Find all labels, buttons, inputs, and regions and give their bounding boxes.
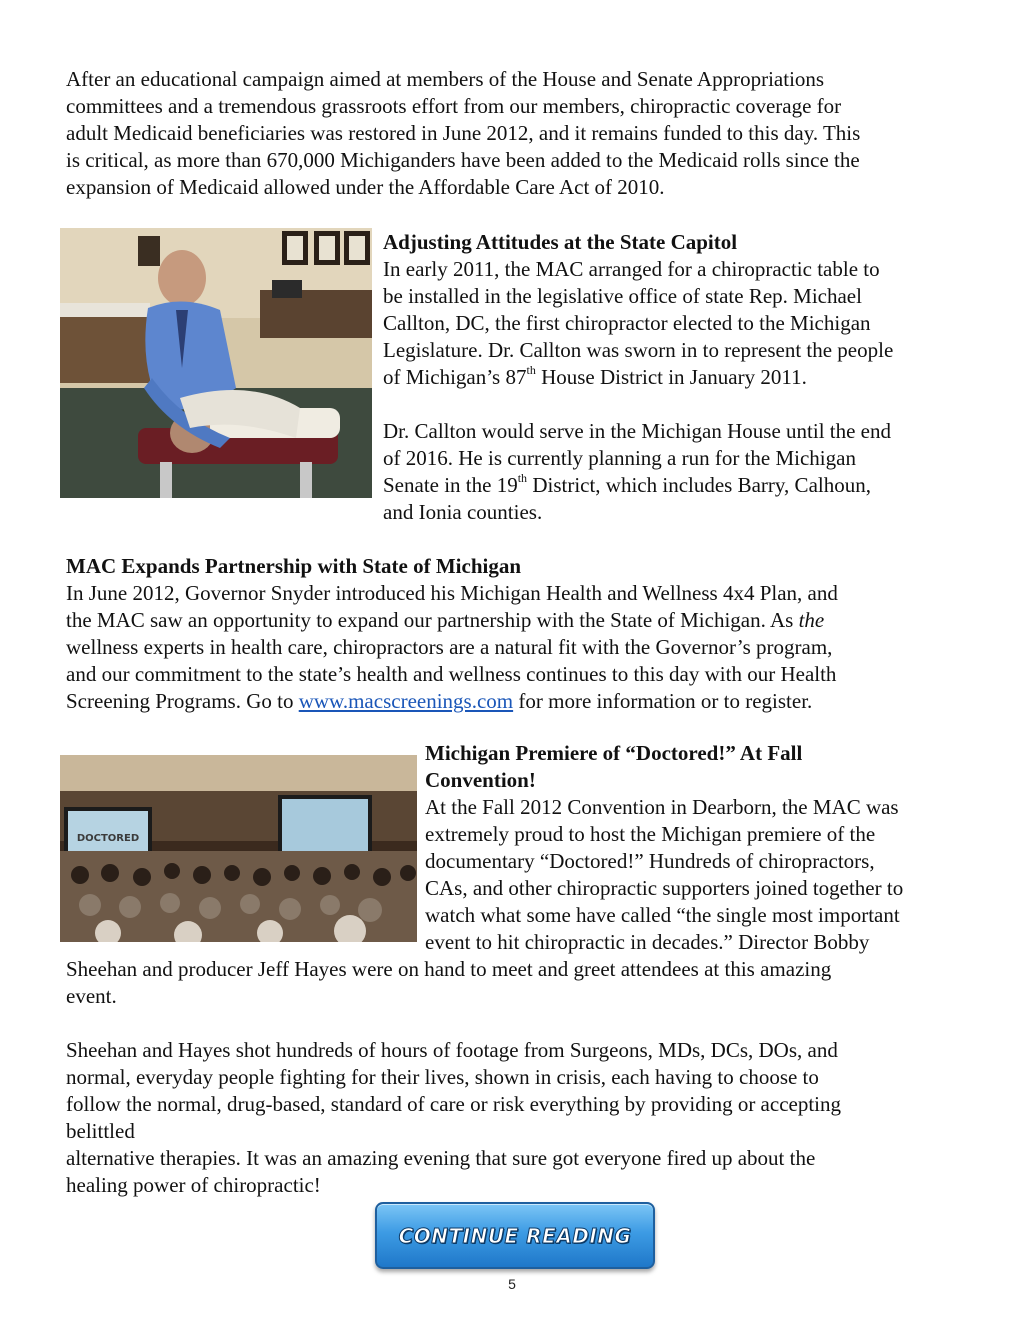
- capitol-line: of 2016. He is currently planning a run for the Michigan: [383, 446, 856, 470]
- premiere-line: CAs, and other chiropractic supporters joined together to: [425, 876, 904, 900]
- section-heading-premiere: Michigan Premiere of “Doctored!” At Fall: [425, 741, 803, 765]
- chiropractor-office-photo: [60, 228, 372, 498]
- capitol-line: In early 2011, the MAC arranged for a chiropractic table to: [383, 257, 880, 281]
- capitol-line: Dr. Callton would serve in the Michigan House until the end: [383, 419, 891, 443]
- premiere-line: At the Fall 2012 Convention in Dearborn, the MAC was: [425, 795, 899, 819]
- intro-line: After an educational campaign aimed at members of the House and Senate Appropriations: [66, 67, 825, 91]
- capitol-line: Callton, DC, the first chiropractor elected to the Michigan: [383, 311, 871, 335]
- section-heading-premiere-cont: Convention!: [425, 768, 536, 792]
- continue-reading-label: CONTINUE READING: [398, 1223, 632, 1248]
- macscreenings-link[interactable]: www.macscreenings.com: [298, 689, 514, 713]
- premiere-line: Sheehan and Hayes shot hundreds of hours of footage from Surgeons, MDs, DCs, DOs, and: [66, 1038, 838, 1062]
- partnership-line: wellness experts in health care, chiropractors are a natural fit with the Governor’s program,: [66, 635, 833, 659]
- partnership-line: In June 2012, Governor Snyder introduced his Michigan Health and Wellness 4x4 Plan, and: [66, 581, 838, 605]
- intro-line: adult Medicaid beneficiaries was restored in June 2012, and it remains funded to this day. This: [66, 121, 861, 145]
- convention-audience-photo: [60, 755, 417, 942]
- capitol-line: be installed in the legislative office of state Rep. Michael: [383, 284, 862, 308]
- intro-line: expansion of Medicaid allowed under the Affordable Care Act of 2010.: [66, 175, 665, 199]
- screen-label: DOCTORED: [76, 833, 140, 844]
- premiere-line: event to hit chiropractic in decades.” Director Bobby: [425, 930, 870, 954]
- capitol-line: Legislature. Dr. Callton was sworn in to represent the people: [383, 338, 894, 362]
- premiere-line: documentary “Doctored!” Hundreds of chiropractors,: [425, 849, 875, 873]
- premiere-line: follow the normal, drug-based, standard of care or risk everything by providing or accepting: [66, 1092, 842, 1116]
- premiere-line: extremely proud to host the Michigan premiere of the: [425, 822, 876, 846]
- continue-reading-button[interactable]: [375, 1202, 655, 1269]
- capitol-line: of Michigan’s 87th House District in January 2011.: [383, 363, 807, 389]
- section-heading-capitol: Adjusting Attitudes at the State Capitol: [383, 230, 738, 254]
- premiere-line: Sheehan and producer Jeff Hayes were on hand to meet and greet attendees at this amazing: [66, 957, 832, 981]
- partnership-line: and our commitment to the state’s health and wellness continues to this day with our Health: [66, 662, 837, 686]
- partnership-line: Screening Programs. Go to www.macscreenings.com for more information or to register.: [66, 689, 813, 713]
- capitol-line: Senate in the 19th District, which includes Barry, Calhoun,: [383, 471, 871, 497]
- premiere-line: alternative therapies. It was an amazing evening that sure got everyone fired up about the: [66, 1146, 816, 1170]
- intro-line: is critical, as more than 670,000 Michiganders have been added to the Medicaid rolls since the: [66, 148, 860, 172]
- intro-line: committees and a tremendous grassroots effort from our members, chiropractic coverage for: [66, 94, 842, 118]
- premiere-line: belittled: [66, 1119, 135, 1143]
- partnership-line: the MAC saw an opportunity to expand our partnership with the State of Michigan. As the: [66, 608, 825, 632]
- premiere-line: watch what some have called “the single most important: [425, 903, 900, 927]
- capitol-line: and Ionia counties.: [383, 500, 543, 524]
- premiere-line: event.: [66, 984, 117, 1008]
- premiere-line: normal, everyday people fighting for their lives, shown in crisis, each having to choose to: [66, 1065, 819, 1089]
- page-number: 5: [508, 1276, 516, 1292]
- premiere-line: healing power of chiropractic!: [66, 1173, 321, 1197]
- section-heading-partnership: MAC Expands Partnership with State of Michigan: [66, 554, 522, 578]
